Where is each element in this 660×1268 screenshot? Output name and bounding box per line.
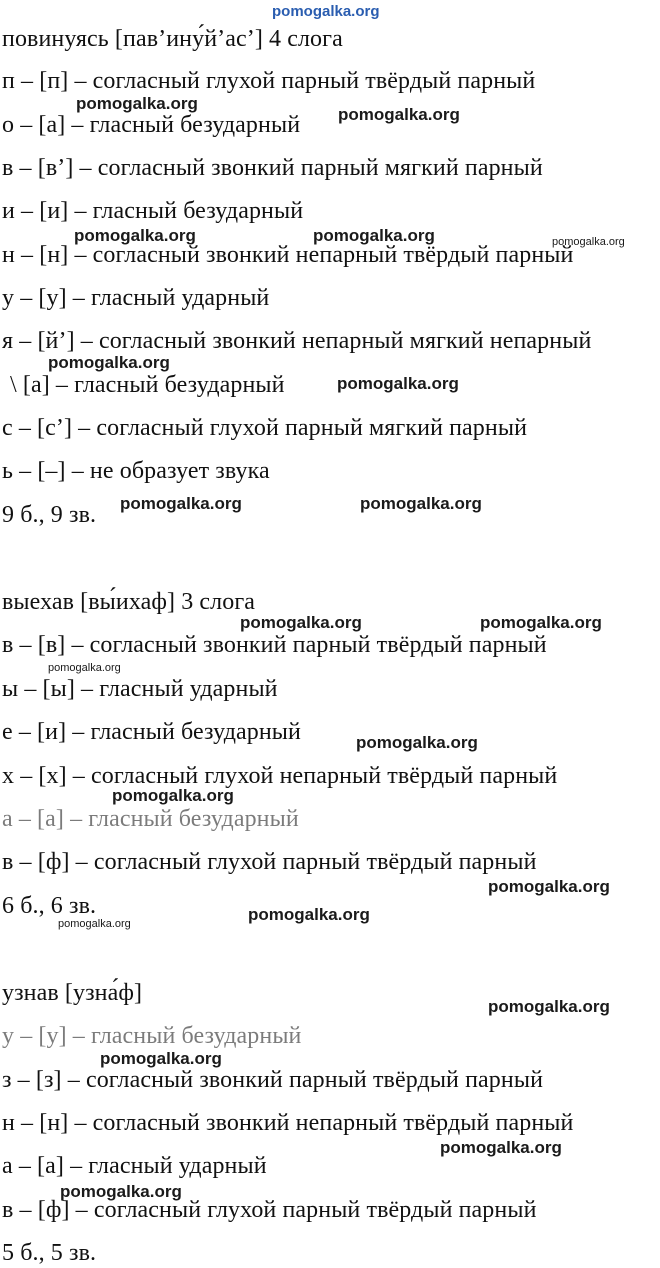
watermark: pomogalka.org <box>356 733 478 752</box>
section1-line: н – [н] – согласный звонкий непарный твёрдый парный <box>2 242 574 268</box>
section3-header: узнав [узна́ф] <box>2 980 143 1006</box>
section1-line: у – [у] – гласный ударный <box>2 285 270 311</box>
watermark: pomogalka.org <box>480 613 602 632</box>
section2-line: в – [в] – согласный звонкий парный твёрдый парный <box>2 632 547 658</box>
watermark: pomogalka.org <box>60 1182 182 1201</box>
section3-line: а – [а] – гласный ударный <box>2 1153 267 1179</box>
section3-summary: 5 б., 5 зв. <box>2 1240 97 1266</box>
watermark: pomogalka.org <box>488 997 610 1016</box>
watermark: pomogalka.org <box>74 226 196 245</box>
watermark: pomogalka.org <box>248 905 370 924</box>
section2-summary: 6 б., 6 зв. <box>2 893 97 919</box>
watermark: pomogalka.org <box>338 105 460 124</box>
section1-line: и – [и] – гласный безударный <box>2 198 304 224</box>
watermark: pomogalka.org <box>552 236 625 248</box>
section1-header: повинуясь [пав’ину́й’ас’] 4 слога <box>2 26 343 52</box>
watermark: pomogalka.org <box>313 226 435 245</box>
section2-header: выехав [вы́ихаф] 3 слога <box>2 589 256 615</box>
watermark: pomogalka.org <box>58 918 131 930</box>
watermark: pomogalka.org <box>120 494 242 513</box>
section3-line: у – [у] – гласный безударный <box>2 1023 302 1049</box>
section1-summary: 9 б., 9 зв. <box>2 502 97 528</box>
section1-line: в – [в’] – согласный звонкий парный мягкий парный <box>2 155 543 181</box>
watermark: pomogalka.org <box>76 94 198 113</box>
section1-line: п – [п] – согласный глухой парный твёрдый парный <box>2 68 536 94</box>
watermark: pomogalka.org <box>360 494 482 513</box>
section1-line: \ [а] – гласный безударный <box>10 372 285 398</box>
section2-line: в – [ф] – согласный глухой парный твёрдый парный <box>2 849 537 875</box>
watermark: pomogalka.org <box>48 662 121 674</box>
watermark: pomogalka.org <box>100 1049 222 1068</box>
watermark: pomogalka.org <box>112 786 234 805</box>
section1-line: с – [с’] – согласный глухой парный мягкий парный <box>2 415 528 441</box>
section2-line: х – [х] – согласный глухой непарный твёрдый парный <box>2 763 558 789</box>
section2-line: е – [и] – гласный безударный <box>2 719 301 745</box>
section3-line: в – [ф] – согласный глухой парный твёрдый парный <box>2 1197 537 1223</box>
section2-line: а – [а] – гласный безударный <box>2 806 299 832</box>
section2-line: ы – [ы] – гласный ударный <box>2 676 278 702</box>
section1-line: я – [й’] – согласный звонкий непарный мягкий непарный <box>2 328 592 354</box>
section3-line: з – [з] – согласный звонкий парный твёрдый парный <box>2 1067 544 1093</box>
section1-line: ь – [–] – не образует звука <box>2 458 270 484</box>
watermark: pomogalka.org <box>337 374 459 393</box>
watermark-top: pomogalka.org <box>272 3 380 20</box>
section3-line: н – [н] – согласный звонкий непарный твёрдый парный <box>2 1110 574 1136</box>
watermark: pomogalka.org <box>48 353 170 372</box>
watermark: pomogalka.org <box>488 877 610 896</box>
watermark: pomogalka.org <box>240 613 362 632</box>
section1-line: о – [а] – гласный безударный <box>2 112 301 138</box>
watermark: pomogalka.org <box>440 1138 562 1157</box>
